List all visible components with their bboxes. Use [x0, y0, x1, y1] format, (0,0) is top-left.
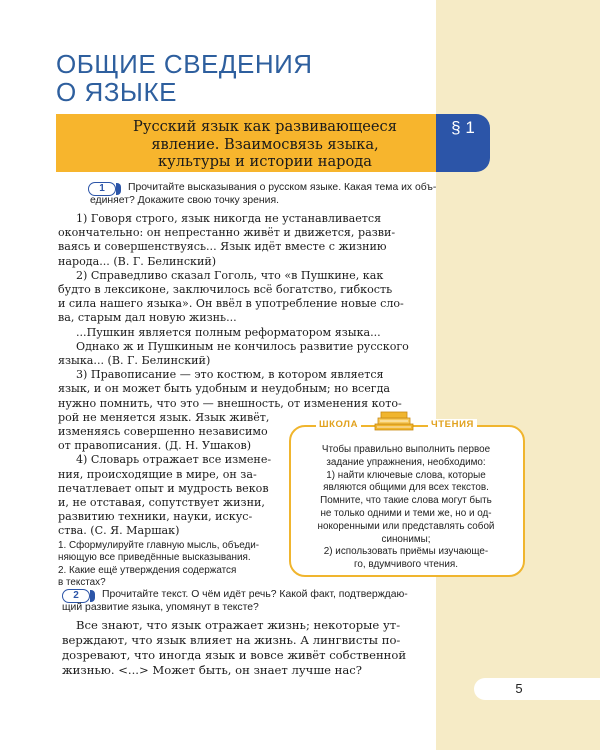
- task1-prompt: [128, 181, 436, 194]
- school-line: го, вдумчивого чтения.: [354, 559, 458, 571]
- reading-school-label: ШКОЛА: [316, 419, 361, 430]
- task-number-badge: 2: [62, 589, 90, 603]
- task1-prompt-line: единяет? Докажите свою точку зрения.: [90, 195, 279, 206]
- task-number-badge: 1: [88, 182, 116, 196]
- quote-line: 3) Правописание — это костюм, в котором является: [76, 368, 384, 382]
- quote-line: 4) Словарь отражает все измене-: [76, 453, 272, 467]
- task1-prompt-line: Прочитайте высказывания о русском языке. Какая тема их объ-: [128, 182, 437, 193]
- school-line: синонимы;: [381, 533, 431, 545]
- chapter-title: [56, 50, 416, 106]
- quote-line: изменяясь совершенно независимо: [58, 425, 268, 439]
- school-line: Чтобы правильно выполнить первое: [321, 444, 491, 455]
- question-line: няющую все приведённые высказывания.: [58, 552, 251, 564]
- quote-line: 1) Говоря строго, язык никогда не устанавливается: [76, 212, 382, 225]
- task2-prompt: [102, 588, 408, 601]
- section-title-line: явление. Взаимосвязь языка,: [151, 135, 379, 153]
- school-line: не только одними и теми же, но и од-: [320, 507, 492, 519]
- quote-line: ва, старым дал новую жизнь...: [58, 311, 237, 325]
- margin-band: [436, 0, 600, 750]
- text-line: дозревают, что иногда язык и вовсе живёт собственной: [62, 648, 407, 662]
- quote-line: рой не меняется язык. Язык живёт,: [58, 410, 270, 424]
- quote-line: развитию техники, науки, искус-: [58, 510, 253, 524]
- quote-line: ...Пушкин является полным реформатором языка...: [76, 325, 381, 339]
- quote-line: и, не отставая, сопутствует жизни,: [58, 496, 265, 510]
- text-line: Все знают, что язык отражает жизнь; некоторые ут-: [76, 618, 401, 632]
- text-line: верждают, что язык влияет на жизнь. А лингвисты по-: [62, 633, 401, 647]
- quote-line: нужно помнить, что это — внешность, от изменения кото-: [58, 396, 402, 410]
- page-number: 5: [515, 681, 523, 696]
- quote-line: языка... (В. Г. Белинский): [58, 354, 211, 368]
- task2-text: [62, 618, 424, 678]
- quote-line: от правописания. (Д. Н. Ушаков): [58, 439, 252, 453]
- task2-prompt-cont: [62, 601, 259, 614]
- quote-line: будто в лексиконе, заключилось всё богатство, гибкость: [58, 283, 393, 297]
- quote-line: язык, и он может быть удобным и неудобным; но всегда: [58, 382, 391, 396]
- school-line: задание упражнения, необходимо:: [326, 456, 486, 468]
- task1-prompt-cont: [90, 194, 279, 207]
- quote-line: ства. (С. Я. Маршак): [58, 524, 180, 538]
- task2-prompt-line: Прочитайте текст. О чём идёт речь? Какой факт, подтверждаю-: [102, 589, 408, 600]
- chapter-title-line: О ЯЗЫКЕ: [56, 77, 177, 107]
- task2-prompt-line: щий развитие языка, упомянут в тексте?: [62, 602, 259, 613]
- quote-line: народа... (В. Г. Белинский): [58, 254, 217, 268]
- question-line: 1. Сформулируйте главную мысль, объеди-: [58, 540, 260, 551]
- task1-questions: [58, 540, 259, 590]
- quote-line: ваясь и совершенствуясь... Язык идёт вместе с жизнию: [58, 240, 387, 254]
- text-line: жизнью. <...> Может быть, он знает лучше нас?: [62, 663, 363, 677]
- chapter-title-line: ОБЩИЕ СВЕДЕНИЯ: [56, 49, 313, 79]
- reading-school-label: ЧТЕНИЯ: [428, 419, 477, 430]
- school-line: являются общими для всех текстов.: [323, 482, 489, 494]
- question-line: 2. Какие ещё утверждения содержатся: [58, 564, 237, 576]
- quote-line: ния, происходящие в мире, он за-: [58, 467, 257, 481]
- books-icon: [372, 410, 416, 432]
- section-number: § 1: [451, 118, 475, 137]
- quote-line: и сила нашего языка». Он ввёл в употребление новые сло-: [58, 297, 404, 311]
- school-line: нокоренными или представлять собой: [317, 520, 495, 532]
- section-title-line: Русский язык как развивающееся: [133, 118, 397, 135]
- quote-line: 2) Справедливо сказал Гоголь, что «в Пушкине, как: [76, 268, 384, 282]
- section-title: [100, 118, 430, 171]
- quote-line: печатлевает опыт и мудрость веков: [58, 481, 269, 495]
- quote-line: окончательно: он непрестанно живёт и движется, разви-: [58, 226, 396, 240]
- school-line: Помните, что такие слова могут быть: [320, 495, 492, 507]
- question-line: в текстах?: [58, 577, 106, 589]
- quote-line: Однако ж и Пушкиным не кончилось развитие русского: [76, 339, 409, 353]
- section-title-line: культуры и истории народа: [158, 153, 372, 170]
- reading-school-text: [300, 444, 512, 572]
- school-line: 2) использовать приёмы изучающе-: [323, 546, 489, 558]
- school-line: 1) найти ключевые слова, которые: [326, 469, 486, 481]
